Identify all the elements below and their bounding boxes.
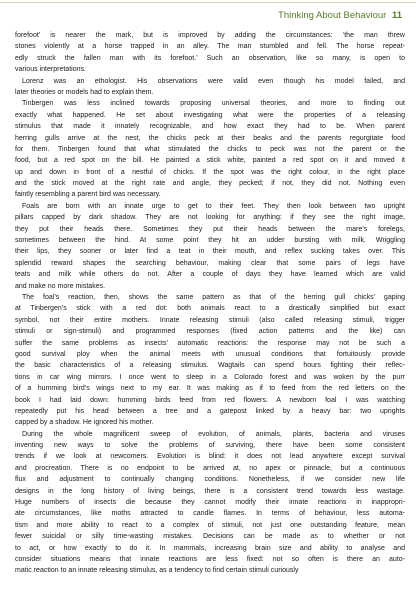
text-line: splendid reward shapes the searching behaviour, making clear that some pairs of legs have: [15, 259, 405, 267]
running-header: [278, 10, 402, 21]
paragraph: [15, 201, 405, 292]
text-line: inventing new ways to solve the problems of surviving, there have been some consistent: [15, 442, 405, 450]
text-line: teats and milk while others do not. After a couple of days they have learned which are valid: [15, 271, 405, 279]
text-line: tism and more ability to react to a complex of stimuli, not just one outstanding feature, mean: [15, 521, 405, 529]
text-line: stimuli or sign-stimuli) and programmed responses (fixed action patterns and the like) can: [15, 328, 405, 336]
text-line: good survival ploy when the animal meets with unusual conditions that fortuitously provide: [15, 350, 405, 358]
text-line: faintly resembling a parent bird was necessary.: [15, 191, 161, 199]
text-line: trends if we look at newcomers. Evolution is blind: it does not lead anywhere except survival: [15, 453, 405, 461]
header-rule: [0, 2, 416, 3]
text-line: repeatedly put his head between a tree and a gatepost linked by a heavy bar: two uprights: [15, 407, 405, 415]
text-line: book I had laid down: humming birds feed from red flowers. A newborn foal I was watching: [15, 396, 405, 404]
text-line: various interpretations.: [15, 66, 86, 74]
text-line: later theories or models had to explain them.: [15, 88, 154, 96]
text-line: matic reaction to an innate releasing stimulus, as a tendency to find certain stimuli curiously: [15, 567, 299, 575]
text-line: at Tinbergen’s stick with a red dot: both animals react to a drastically simplified but exact: [15, 305, 405, 313]
text-line: consider situations means that innate reactions are less fixed: not so often is there an auto-: [15, 555, 405, 563]
text-line: forefoot’ is nearer the mark, but is improved by adding the circumstances: ‘the man threw: [15, 32, 405, 39]
text-line: Tinbergen was less inclined towards proposing universal theories, and more to finding out: [22, 100, 405, 108]
text-line: up and down in front of a nestful of chicks. If the spot was the right colour, in the right place: [15, 168, 405, 176]
text-line: flux and adjustment to continually changing conditions. Nonetheless, if we consider new life: [15, 476, 405, 484]
page-number: 11: [391, 10, 402, 21]
paragraph: [15, 292, 405, 429]
paragraph: [15, 429, 405, 577]
text-line: they put their heads there. Sometimes they put their heads between the mare’s forelegs,: [15, 225, 405, 233]
text-line: and procreation. There is no endpoint to be arrived at, no apex or pinnacle, but a continuous: [15, 464, 405, 472]
text-line: fewer suicidal or silly time-wasting mistakes. Decisions can be made as to whether or not: [15, 533, 405, 541]
text-line: and make no more mistakes.: [15, 282, 106, 290]
text-line: stones violently at a horse trapped in an alley. The man stumbled and fell. The horse repeat-: [15, 43, 405, 51]
paragraph: [15, 98, 405, 201]
text-line: food, but a red spot on the bill. He painted a stick white, painted a red spot on it and moved it: [15, 157, 405, 165]
paragraph: [15, 76, 405, 99]
text-line: their lips, they sooner or later find a teat in their mouth, and reflex sucking takes over. This: [15, 248, 405, 256]
text-line: ate circumstances, like moths attracted to candle flames. In terms of behaviour, less automa-: [15, 510, 405, 518]
text-line: to act, or how exactly to do it. In mammals, increasing brain size and ability to analyse and: [15, 544, 405, 552]
text-line: of a humming bird’s wings next to my ear. It was making as if to feed from the red letters on the: [15, 385, 405, 393]
text-line: for them. Tinbergen found that what stimulated the chicks to peck was not the parent or the: [15, 145, 405, 153]
text-line: tions in car wing mirrors. I once went to sleep in a Colorado forest and was woken by the purr: [15, 373, 405, 381]
text-line: edly struck the fallen man with its forefoot.’ Such an observation, like so many, is open to: [15, 54, 405, 62]
text-line: sometimes between the hind. At some point they hit an udder bursting with milk. Wriggling: [15, 237, 405, 245]
text-line: the basic characteristics of a releasing stimulus. Wagtails can spend hours fighting their reflec-: [15, 362, 405, 370]
text-line: The foal’s reaction, then, shows the same pattern as that of the herring gull chicks’ gaping: [22, 293, 405, 301]
text-line: Huge numbers of insects die because they cannot modify their innate reactions in inappropri-: [15, 499, 405, 507]
text-line: capped by a shadow. He ignored his mother.: [15, 419, 154, 427]
text-line: suffer the same problems as insects’ automatic reactions: the response may not be such a: [15, 339, 405, 347]
text-line: During the whole magnificent sweep of evolution, of animals, plants, bacteria and viruses: [22, 430, 405, 438]
text-line: Foals are born with an innate urge to get to their feet. They then look between two upright: [22, 202, 405, 210]
text-line: pillars capped by dark shadow. They are not looking for anything: if they see the right image,: [15, 214, 405, 222]
body-text: [15, 30, 405, 577]
running-header-title: Thinking About Behaviour: [278, 10, 387, 21]
text-line: and the stick moved at the right rate and angle, they pecked; if not, they did not. Nothing even: [15, 180, 405, 188]
text-line: Lorenz was an ethologist. His observations were valid even though his model failed, and: [22, 77, 405, 85]
text-line: designs in the long history of living beings, there is a consistent trend towards less wastage.: [15, 487, 405, 495]
paragraph: [15, 30, 405, 76]
text-line: exactly what happened. He set about investigating what were the properties of a releasing: [15, 111, 405, 119]
text-line: stimulus that made it innately recognizable, and how exact they had to be. When parent: [15, 123, 405, 131]
text-line: herring gulls arrive at the nest, the chicks peck at their beaks and the parents regurgitate food: [15, 134, 405, 142]
text-line: symbol, not their entire mothers. Innate releasing stimuli (also called releasing stimuli, trigger: [15, 316, 405, 324]
